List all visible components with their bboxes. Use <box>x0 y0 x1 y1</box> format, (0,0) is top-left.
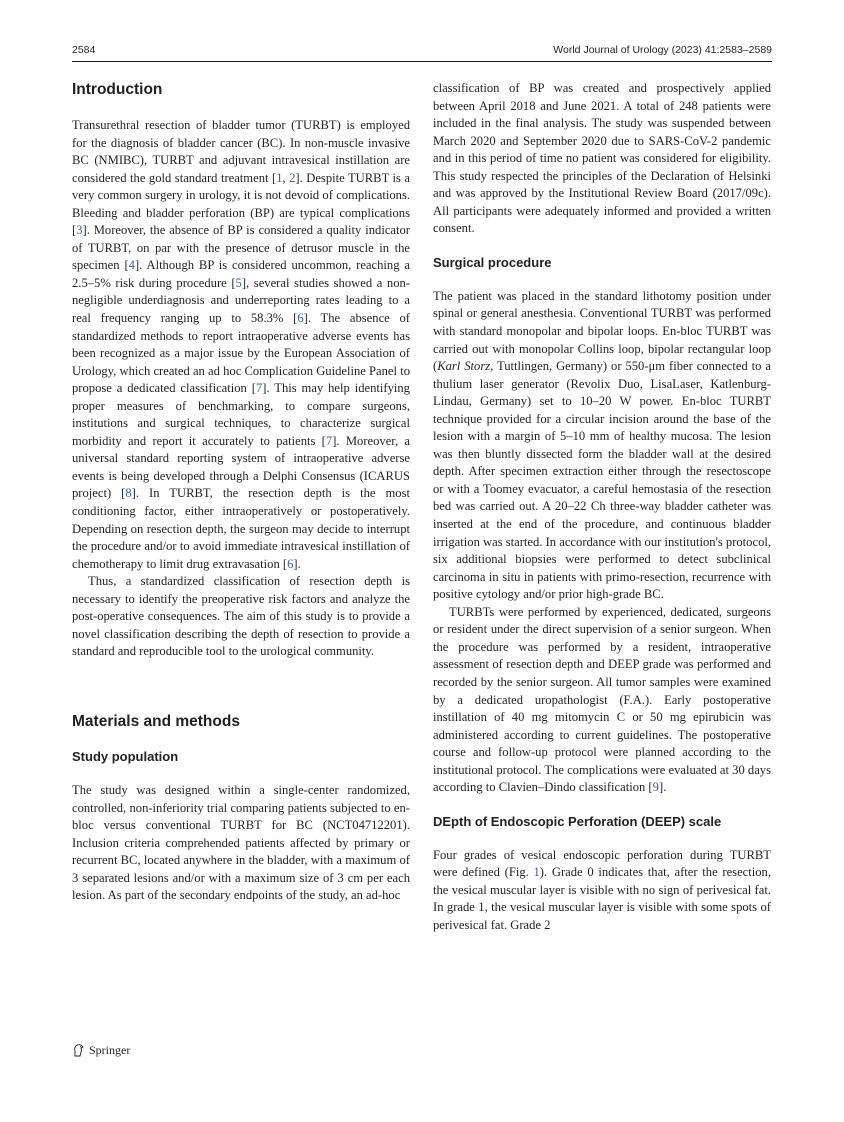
deep-scale-paragraph: Four grades of vesical endoscopic perforation during TURBT were defined (Fig. 1). Grade 0 indicates that, after the resection, the vesical muscular layer is visible with no sign of perivesical fat. In grade 1, the vesical muscular layer is visible with some spots of perivesical fat. Grade 2 <box>433 847 771 932</box>
publisher-name: Springer <box>89 1043 131 1057</box>
intro-paragraph-2: Thus, a standardized classification of resection depth is necessary to identify the preoperative risk factors and analyze the post-operative consequences. The aim of this study is to provide a novel classification describing the depth of resection to provide a standard and reproducible tool to the urological community. <box>72 574 410 659</box>
springer-horse-icon <box>72 1043 85 1058</box>
right-column <box>433 80 771 935</box>
citation-link[interactable]: 5 <box>235 275 242 290</box>
citation-link[interactable]: 3 <box>76 223 83 238</box>
study-population-paragraph: The study was designed within a single-center randomized, controlled, non-inferiority trial comparing patients subjected to en-bloc versus conventional TURBT for BC (NCT04712201). Inclusion criteria comprehended patients affected by primary or recurrent BC, located anywhere in the bladder, with a maximum of 3 separated lesions and/or with a maximum size of 3 cm per each lesion. As part of the secondary endpoints of the study, an ad-hoc <box>72 782 410 903</box>
citation-link[interactable]: 6 <box>297 311 304 326</box>
publisher-footer <box>72 1043 130 1058</box>
intro-paragraph-1: Transurethral resection of bladder tumor (TURBT) is employed for the diagnosis of bladder cancer (BC). In non-muscle invasive BC (NMIBC), TURBT and adjuvant intravesical instillation are considered the gold standard treatment [1, 2]. Despite TURBT is a very common surgery in urology, it is not devoid of complications. Bleeding and bladder perforation (BP) are typical complications [3]. Moreover, the absence of BP is considered a quality indicator of TURBT, on par with the presence of detrusor muscle in the specimen [4]. Although BP is considered uncommon, reaching a 2.5–5% risk during procedure [5], several studies showed a non-negligible underdiagnosis and underreporting rates leading to a real frequency ranging up to 58.3% [6]. The absence of standardized methods to report intraoperative adverse events has been recognized as a major issue by the European Association of Urology, which created an ad hoc Complication Guideline Panel to propose a dedicated classification [7]. This may help identifying proper measures of benchmarking, to compare surgeons, institutions and surgical techniques, to characterize surgical morbidity and report it accurately to patients [7]. Moreover, a universal standard reporting system of intraoperative adverse events is being developed through a Delphi Consensus (ICARUS project) [8]. In TURBT, the resection depth is the most conditioning factor, either intraoperatively or postoperatively. Depending on resection depth, the surgeon may decide to interrupt the procedure and/or to avoid immediate intravesical instillation of chemotherapy to limit drug extravasation [6]. <box>72 118 411 571</box>
study-population-heading: Study population <box>72 748 179 764</box>
surgical-procedure-heading: Surgical procedure <box>433 254 552 270</box>
surgical-paragraph-1: The patient was placed in the standard lithotomy position under spinal or general anesthesia. Conventional TURBT was performed with standard monopolar and bipolar loops. En-bloc TURBT was carried out with monopolar Collins loop, bipolar rectangular loop (Karl Storz, Tuttlingen, Germany) or 550-μm fiber connected to a thulium laser generator (Revolix Duo, LisaLaser, Katlenburg-Lindau, Germany) set to 10–20 W power. En-bloc TURBT technique provided for a circular incision around the base of the lesion with a margin of 5–10 mm of healthy mucosa. The lesion was then bluntly dissected form the bladder wall at the desired depth. After specimen extraction either through the resectoscope or with a Toomey evacuator, a careful hemostasia of the resection bed was carried out. A 20–22 Ch three-way bladder catheter was inserted at the end of the procedure, and continuous bladder irrigation was started. In accordance with our institution's protocol, six additional biopsies were performed to detect subclinical carcinoma in situ in patients with primo-resection, recurrence with positive cytology and/or prior high-grade BC. <box>433 288 772 602</box>
citation-link[interactable]: 7 <box>325 433 333 448</box>
citation-link[interactable]: 6 <box>287 556 294 571</box>
left-column <box>72 80 410 905</box>
journal-citation: World Journal of Urology (2023) 41:2583–2589 <box>553 44 772 56</box>
running-header <box>72 40 772 58</box>
deep-scale-heading: DEpth of Endoscopic Perforation (DEEP) scale <box>433 813 722 829</box>
citation-link[interactable]: 8 <box>125 486 132 501</box>
surgical-paragraph-2: TURBTs were performed by experienced, dedicated, surgeons or resident under the direct supervision of a senior surgeon. When the procedure was performed by a resident, intraoperative assessment of resection depth and DEEP grade was performed and recorded by the senior surgeon. All tumor samples were examined by a dedicated uropathologist (F.A.). Early postoperative instillation of 40 mg mitomycin C or 50 mg epirubicin was administered according to current guidelines. The postoperative course and follow-up protocol were planned according to the institutional protocol. The complications were evaluated at 30 days according to Clavien–Dindo classification [9]. <box>433 604 771 795</box>
citation-link[interactable]: 1 <box>276 170 283 185</box>
citation-link[interactable]: 4 <box>128 258 135 273</box>
citation-link[interactable]: 2 <box>289 170 296 185</box>
page-number: 2584 <box>72 44 96 56</box>
introduction-heading: Introduction <box>72 81 163 98</box>
methods-heading: Materials and methods <box>72 712 240 730</box>
citation-link[interactable]: 9 <box>652 780 659 795</box>
study-population-continued: classification of BP was created and prospectively applied between April 2018 and June 2021. A total of 248 patients were included in the final analysis. The study was suspended between March 2020 and September 2020 due to SARS-CoV-2 pandemic and in this period of time no patient was considered for eligibility. This study respected the principles of the Declaration of Helsinki and was approved by the Institutional Review Board (2017/09c). All participants were adequately informed and provided a written consent. <box>433 81 771 236</box>
header-rule <box>72 61 772 62</box>
citation-link[interactable]: 7 <box>255 381 263 396</box>
citation-link[interactable]: 1 <box>533 865 540 880</box>
italic-term: Karl Storz <box>437 359 491 374</box>
